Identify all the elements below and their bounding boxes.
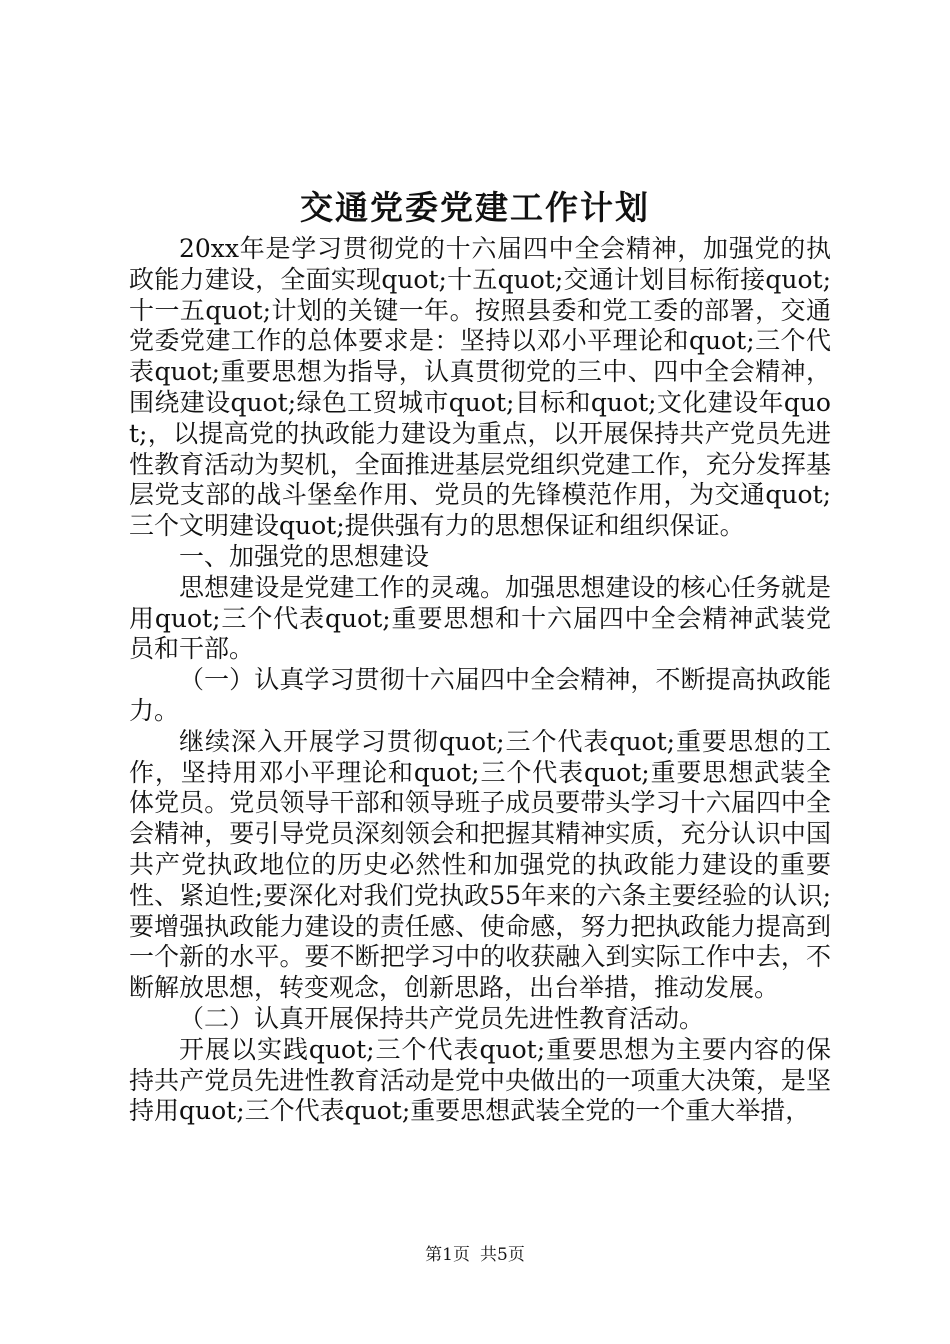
subsection-heading-1: （一）认真学习贯彻十六届四中全会精神，不断提高执政能力。 [129,665,831,725]
document-body [129,234,831,1127]
paragraph-section-1: 思想建设是党建工作的灵魂。加强思想建设的核心任务就是用quot;三个代表quot;重要思想和十六届四中全会精神武装党员和干部。 [129,572,831,664]
paragraph-subsection-2: 开展以实践quot;三个代表quot;重要思想为主要内容的保持共产党员先进性教育活动是党中央做出的一项重大决策，是坚持用quot;三个代表quot;重要思想武装全党的一个重大举措， [129,1034,831,1126]
subsection-heading-2: （二）认真开展保持共产党员先进性教育活动。 [179,1003,705,1033]
page-total: 共5页 [480,1245,525,1265]
paragraph-subsection-1: 继续深入开展学习贯彻quot;三个代表quot;重要思想的工作，坚持用邓小平理论和quot;三个代表quot;重要思想武装全体党员。党员领导干部和领导班子成员要带头学习十六届四中全会精神，要引导党员深刻领会和把握其精神实质，充分认识中国共产党执政地位的历史必然性和加强党的执政能力建设的重要性、紧迫性;要深化对我们党执政55年来的六条主要经验的认识;要增强执政能力建设的责任感、使命感，努力把执政能力提高到一个新的水平。要不断把学习中的收获融入到实际工作中去，不断解放思想，转变观念，创新思路，出台举措，推动发展。 [129,726,831,1003]
page-footer [0,1244,950,1266]
page-number: 第1页 [425,1245,470,1265]
document-title: 交通党委党建工作计划 [300,188,650,227]
section-heading-1: 一、加强党的思想建设 [179,541,430,571]
paragraph-intro: 20xx年是学习贯彻党的十六届四中全会精神，加强党的执政能力建设，全面实现quot;十五quot;交通计划目标衔接quot;十一五quot;计划的关键一年。按照县委和党工委的部署，交通党委党建工作的总体要求是：坚持以邓小平理论和quot;三个代表quot;重要思想为指导，认真贯彻党的三中、四中全会精神，围绕建设quot;绿色工贸城市quot;目标和quot;文化建设年quot;，以提高党的执政能力建设为重点，以开展保持共产党员先进性教育活动为契机，全面推进基层党组织党建工作，充分发挥基层党支部的战斗堡垒作用、党员的先锋模范作用，为交通quot;三个文明建设quot;提供强有力的思想保证和组织保证。 [129,234,831,541]
